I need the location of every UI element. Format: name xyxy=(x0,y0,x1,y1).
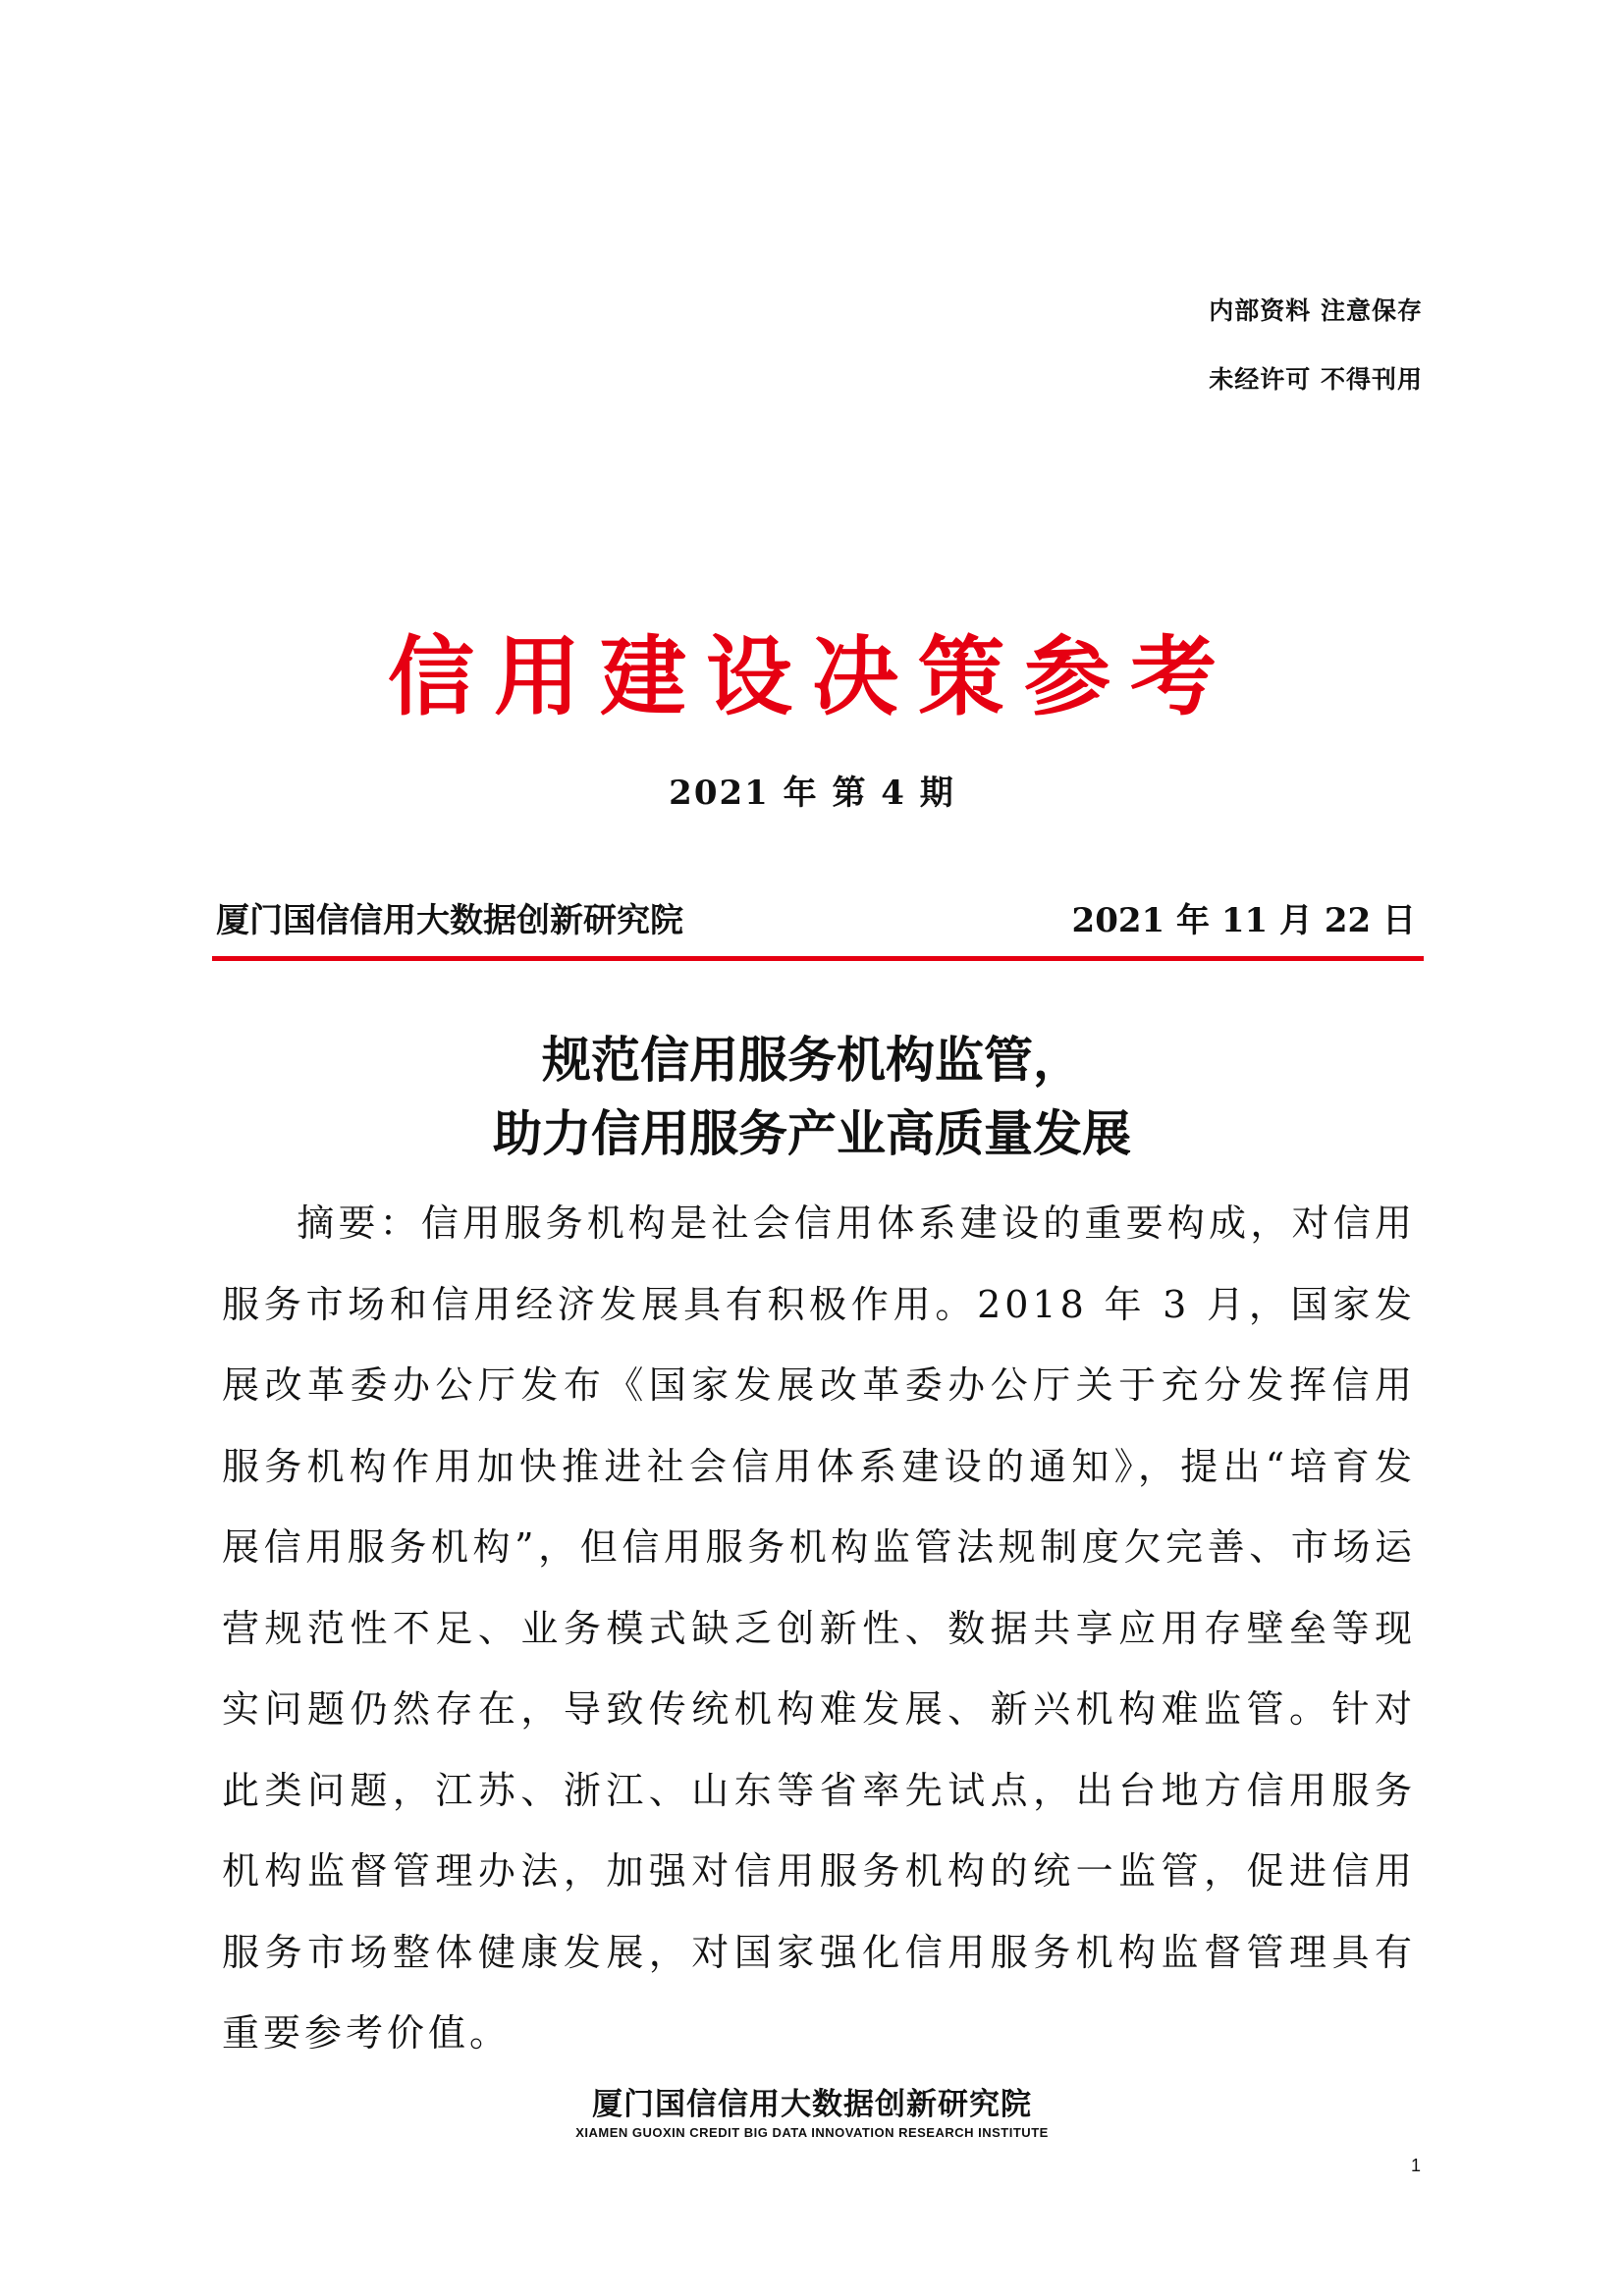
masthead-title: 信用建设决策参考 xyxy=(387,626,1236,727)
logo-english-name: XIAMEN GUOXIN CREDIT BIG DATA INNOVATION RESEARCH INSTITUTE xyxy=(575,2125,1049,2140)
page-number: 1 xyxy=(1410,2156,1421,2175)
abstract-text: 信用服务机构是社会信用体系建设的重要构成，对信用服务市场和信用经济发展具有积极作用。2018 年 3 月，国家发展改革委办公厅发布《国家发展改革委办公厅关于充分发挥信用服务机构作用加快推进社会信用体系建设的通知》，提出“培育发展信用服务机构”，但信用服务机构监管法规制度欠完善、市场运营规范性不足、业务模式缺乏创新性、数据共享应用存壁垒等现实问题仍然存在，导致传统机构难发展、新兴机构难监管。针对此类问题，江苏、浙江、山东等省率先试点，出台地方信用服务机构监督管理办法，加强对信用服务机构的统一监管，促进信用服务市场整体健康发展，对国家强化信用服务机构监督管理具有重要参考价值。 xyxy=(222,1201,1416,2055)
publication-date: 2021 年 11 月 22 日 xyxy=(1071,901,1416,940)
headline-line-1: 规范信用服务机构监管， xyxy=(542,1031,1082,1089)
abstract-label: 摘要： xyxy=(297,1201,421,1245)
logo-chinese-name: 厦门国信信用大数据创新研究院 xyxy=(592,2087,1032,2122)
headline-line-2: 助力信用服务产业高质量发展 xyxy=(493,1104,1131,1162)
publisher-name: 厦门国信信用大数据创新研究院 xyxy=(216,901,683,940)
abstract-paragraph xyxy=(222,1183,1416,2074)
institute-logo xyxy=(0,2079,1624,2140)
issue-number: 2021 年 第 4 期 xyxy=(669,774,955,813)
reprint-notice: 未经许可 不得刊用 xyxy=(1209,365,1423,394)
confidential-notice: 内部资料 注意保存 xyxy=(1209,296,1423,325)
header-divider xyxy=(212,956,1424,961)
